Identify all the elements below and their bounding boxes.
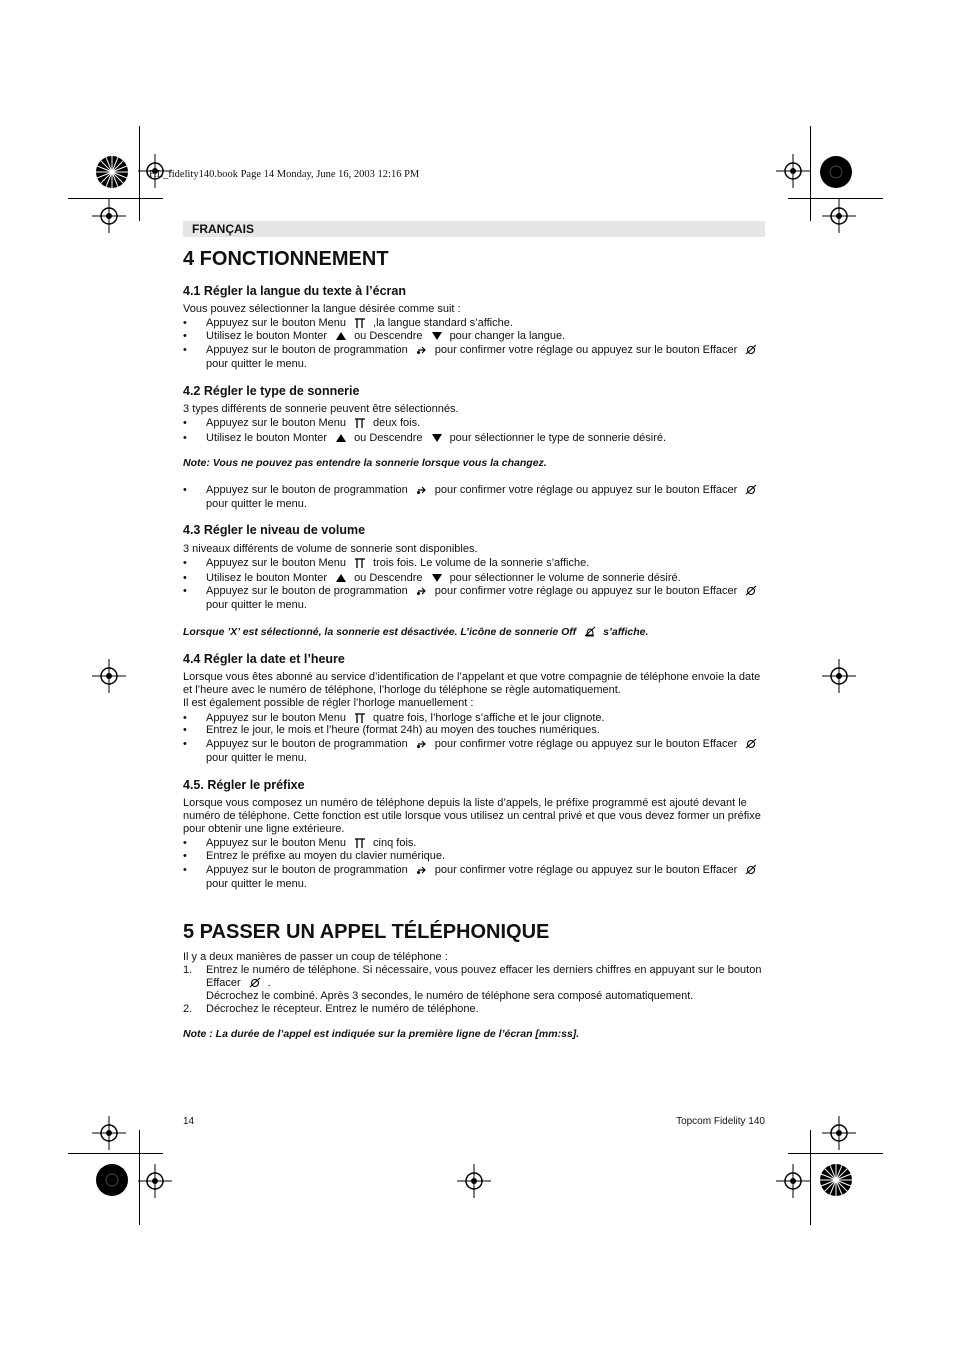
paragraph: numéro de téléphone. Cette fonction est utile lorsque vous utilisez un central privé et que vous devez former un préfixe [183,810,761,822]
section-4-title: 4 FONCTIONNEMENT [183,248,389,270]
product-name: Topcom Fidelity 140 [676,1116,765,1127]
menu-icon [354,317,366,328]
note: Lorsque ’X’ est sélectionné, la sonnerie est désactivée. L’icône de sonnerie Off s’affiche. [183,626,649,638]
note: Note: Vous ne pouvez pas entendre la sonnerie lorsque vous la changez. [183,457,547,469]
crop-line [68,1153,163,1154]
clear-icon [745,484,757,495]
crop-line [810,126,811,221]
registration-mark-icon [822,1116,856,1150]
program-icon [416,738,428,749]
section-4-1-title: 4.1 Régler la langue du texte à l’écran [183,284,407,298]
starburst-target-icon [95,1163,129,1197]
language-label: FRANÇAIS [192,222,254,236]
paragraph: Lorsque vous composez un numéro de téléphone depuis la liste d’appels, le préfixe programmé est ajouté devant le [183,797,747,809]
down-arrow-icon [431,330,443,341]
paragraph: et l’heure avec le numéro de téléphone, l’horloge du téléphone se règle automatiquement. [183,684,621,696]
registration-mark-icon [822,659,856,693]
starburst-target-icon [95,155,129,189]
paragraph: Il est également possible de régler l’horloge manuellement : [183,697,474,709]
registration-mark-icon [92,659,126,693]
paragraph: 3 niveaux différents de volume de sonnerie sont disponibles. [183,543,478,555]
registration-mark-icon [822,199,856,233]
paragraph: Il y a deux manières de passer un coup de téléphone : [183,951,448,963]
down-arrow-icon [431,572,443,583]
down-arrow-icon [431,432,443,443]
section-4-5-title: 4.5. Régler le préfixe [183,778,305,792]
program-icon [416,344,428,355]
paragraph: Lorsque vous êtes abonné au service d’identification de l’appelant et que votre compagnie de téléphone envoie la date [183,671,761,683]
registration-mark-icon [92,1116,126,1150]
registration-mark-icon [776,1164,810,1198]
note: Note : La durée de l’appel est indiquée sur la première ligne de l’écran [mm:ss]. [183,1028,580,1040]
section-5-title: 5 PASSER UN APPEL TÉLÉPHONIQUE [183,921,550,943]
section-4-4-title: 4.4 Régler la date et l’heure [183,652,345,666]
clear-icon [745,864,757,875]
section-4-3-title: 4.3 Régler le niveau de volume [183,523,366,537]
program-icon [416,585,428,596]
menu-icon [354,557,366,568]
paragraph: 3 types différents de sonnerie peuvent être sélectionnés. [183,403,459,415]
menu-icon [354,837,366,848]
menu-icon [354,712,366,723]
starburst-target-icon [819,155,853,189]
registration-mark-icon [776,154,810,188]
paragraph: pour obtenir une ligne extérieure. [183,823,345,835]
crop-line [788,1153,883,1154]
program-icon [416,864,428,875]
clear-icon [745,344,757,355]
clear-icon [745,585,757,596]
print-slug: HL_fidelity140.book Page 14 Monday, June 16, 2003 12:16 PM [149,169,420,180]
page-number: 14 [183,1116,195,1127]
up-arrow-icon [335,432,347,443]
section-4-2-title: 4.2 Régler le type de sonnerie [183,384,360,398]
registration-mark-icon [457,1164,491,1198]
paragraph: Vous pouvez sélectionner la langue désirée comme suit : [183,303,461,315]
clear-icon [249,977,261,988]
up-arrow-icon [335,572,347,583]
clear-icon [745,738,757,749]
menu-icon [354,417,366,428]
ringer-off-icon [584,626,596,637]
crop-line [810,1130,811,1225]
language-bar [183,221,765,237]
registration-mark-icon [92,199,126,233]
program-icon [416,484,428,495]
starburst-target-icon [819,1163,853,1197]
up-arrow-icon [335,330,347,341]
registration-mark-icon [138,1164,172,1198]
